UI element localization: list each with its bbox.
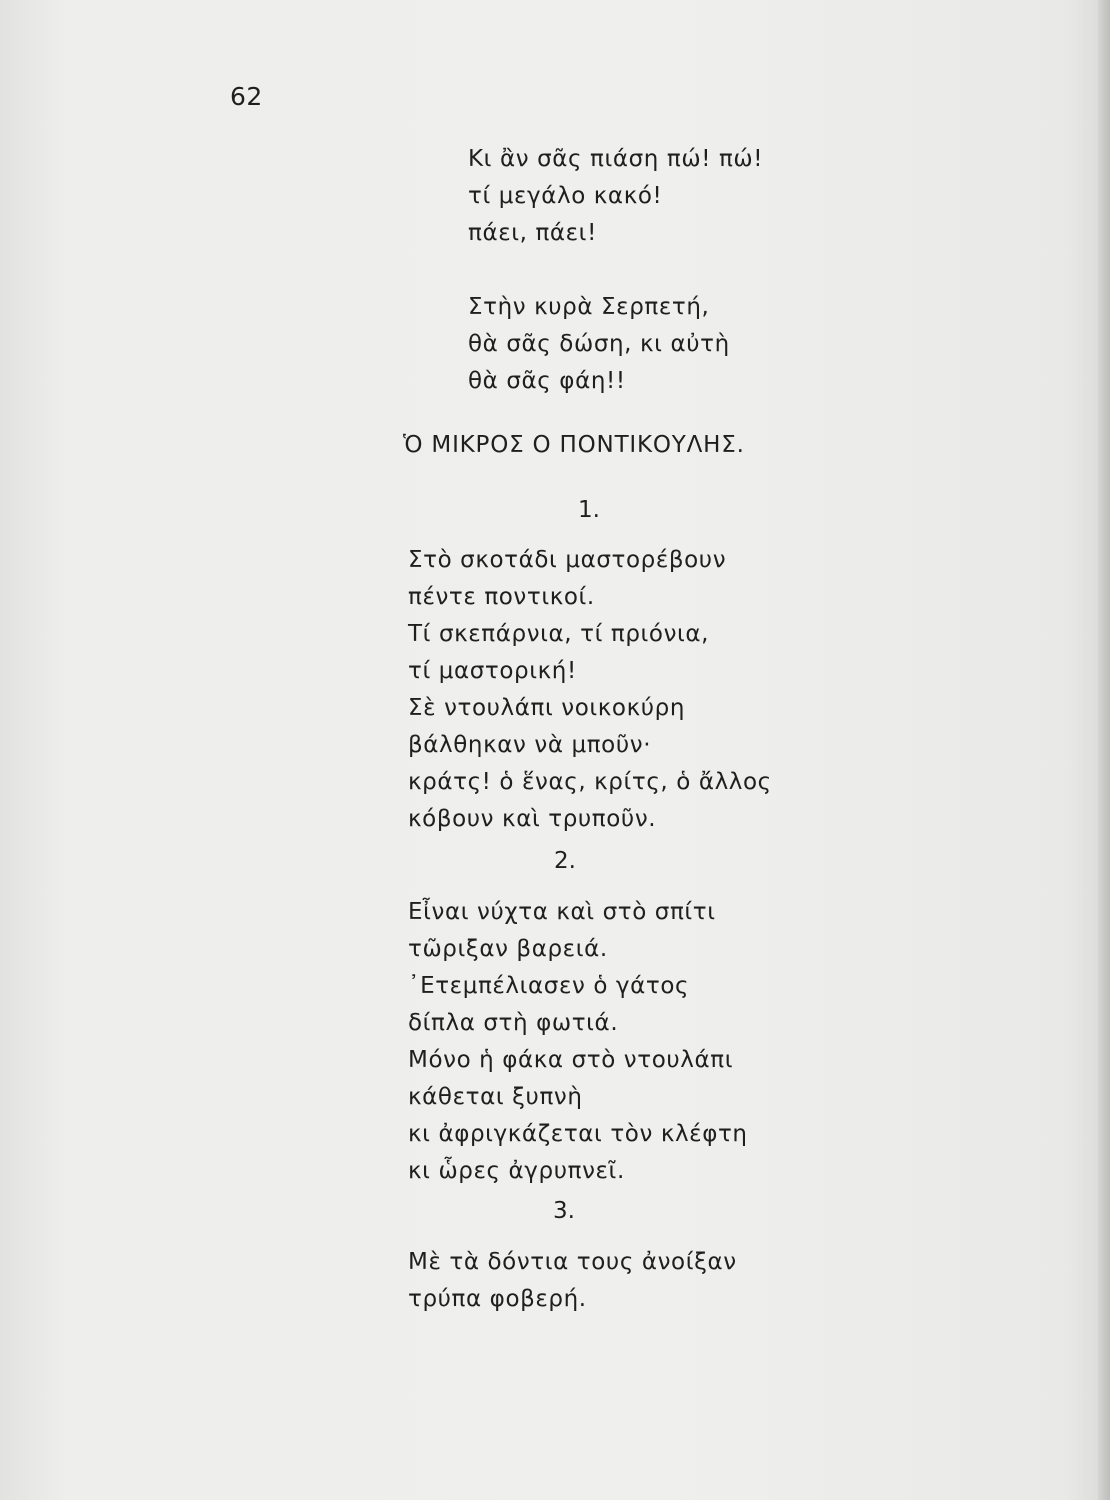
verse-line: Στὴν κυρὰ Σερπετή, [468,294,710,320]
page-number: 62 [230,82,263,111]
section-1-verses [408,542,772,838]
verse-line: κόβουν καὶ τρυποῦν. [408,806,657,832]
verse-line: κι ἀφριγκάζεται τὸν κλέφτη [408,1121,748,1147]
verse-line: πέντε ποντικοί. [408,584,595,610]
verse-line: Μὲ τὰ δόντια τους ἀνοίξαν [408,1249,737,1275]
verse-line: Μόνο ἡ φάκα στὸ ντουλάπι [408,1047,734,1073]
section-number-2: 2. [554,848,576,874]
stanza-2 [468,289,730,400]
section-2-verses [408,894,748,1190]
verse-line: τί μαστορική! [408,658,577,684]
verse-line: κράτς! ὁ ἕνας, κρίτς, ὁ ἄλλος [408,769,772,795]
verse-line: Εἶναι νύχτα καὶ στὸ σπίτι [408,899,716,925]
verse-line: ᾿Ετεμπέλιασεν ὁ γάτος [408,973,690,999]
verse-line: Στὸ σκοτάδι μαστορέβουν [408,547,727,573]
stanza-1 [468,141,763,252]
verse-line: θὰ σᾶς φάη!! [468,368,626,394]
verse-line: τρύπα φοβερή. [408,1286,587,1312]
verse-line: Τί σκεπάρνια, τί πριόνια, [408,621,710,647]
section-3-verses [408,1244,737,1318]
verse-line: Κι ἂν σᾶς πιάση πώ! πώ! [468,146,764,172]
verse-line: πάει, πάει! [468,220,597,246]
verse-line: Σὲ ντουλάπι νοικοκύρη [408,695,686,721]
verse-line: θὰ σᾶς δώση, κι αὐτὴ [468,331,730,357]
verse-line: κάθεται ξυπνὴ [408,1084,583,1110]
verse-line: κι ὧρες ἀγρυπνεῖ. [408,1158,625,1184]
verse-line: δίπλα στὴ φωτιά. [408,1010,619,1036]
section-number-1: 1. [578,497,600,523]
section-number-3: 3. [553,1198,575,1224]
verse-line: τί μεγάλο κακό! [468,183,663,209]
page-edge-shadow [1098,0,1110,1500]
poem-title: Ὁ ΜΙΚΡΟΣ Ο ΠΟΝΤΙΚΟΥΛΗΣ. [403,432,745,458]
verse-line: βάλθηκαν νὰ μποῦν· [408,732,652,758]
verse-line: τῶριξαν βαρειά. [408,936,608,962]
